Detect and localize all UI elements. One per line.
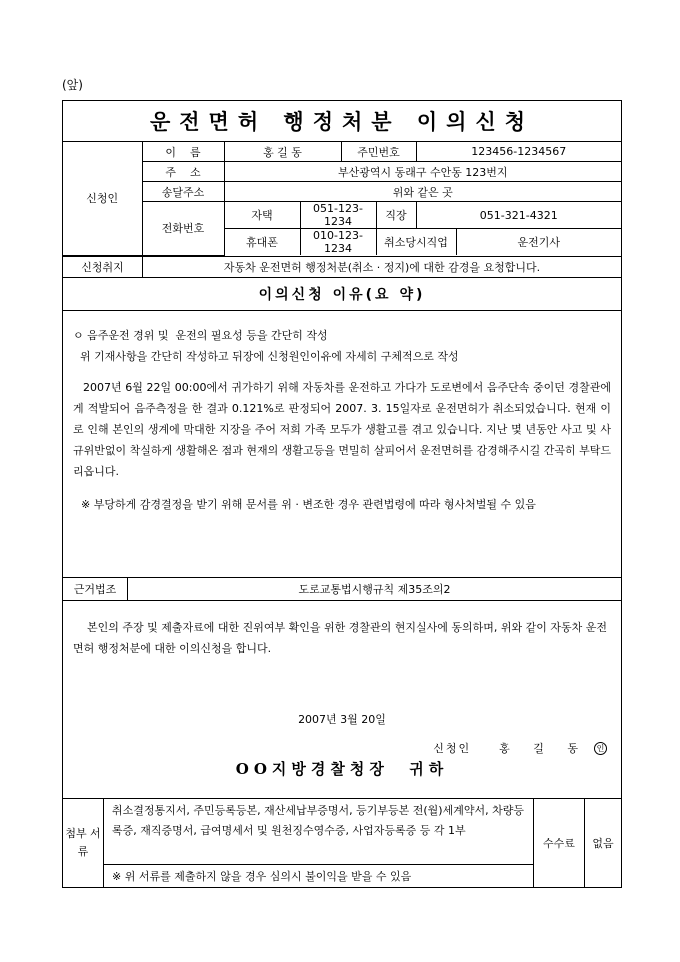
applicant-label: 신청인 xyxy=(63,142,142,255)
consent-statement: 본인의 주장 및 제출자료에 대한 진위여부 확인을 위한 경찰관의 현지실사에 동의하며, 위와 같이 자동차 운전면허 행정처분에 대한 이의신청을 합니다. xyxy=(73,620,607,655)
application-date[interactable]: 2007년 3월 20일 xyxy=(298,712,386,726)
fee-label: 수수료 xyxy=(534,799,585,887)
form-title: 운전면허 행정처분 이의신청 xyxy=(63,101,621,142)
legal-basis-text: 도로교통법시행규칙 제35조의2 xyxy=(298,582,451,596)
reason-body[interactable] xyxy=(63,311,621,578)
name-label: 이 름 xyxy=(142,142,224,162)
reason-title: 이의신청 이유(요 약) xyxy=(63,278,621,311)
attachments-docs: 취소결정통지서, 주민등록등본, 재산세납부증명서, 등기부등본 전(월)세계약서, 차량등록증, 재직증명서, 급여명세서 및 원천징수영수증, 사업자등록증 등 각 1부 xyxy=(104,799,533,865)
rrn-label: 주민번호 xyxy=(341,142,416,162)
fee-value: 없음 xyxy=(592,836,614,850)
attachments-label: 첨부 서류 xyxy=(63,799,104,887)
attachments-note: ※ 위 서류를 제출하지 않을 경우 심의시 불이익을 받을 수 있음 xyxy=(112,869,412,883)
purpose-text[interactable]: 자동차 운전면허 행정처분(취소 · 정지)에 대한 감경을 요청합니다. xyxy=(223,260,541,274)
job-label: 취소당시직업 xyxy=(376,229,456,256)
work-phone-value[interactable]: 051-321-4321 xyxy=(416,202,621,229)
objection-form xyxy=(62,100,622,888)
seal-mark: 인 xyxy=(594,742,607,755)
signature-name[interactable]: 홍 길 동 xyxy=(499,741,588,755)
purpose-row xyxy=(63,257,621,278)
reason-guide-line-1: ㅇ 음주운전 경위 및 운전의 필요성 등을 간단히 작성 xyxy=(73,328,328,342)
signature-line[interactable] xyxy=(433,740,607,756)
mobile-value[interactable]: 010-123-1234 xyxy=(300,229,376,256)
mailing-label: 송달주소 xyxy=(142,182,224,202)
name-value[interactable]: 홍 길 동 xyxy=(224,142,341,162)
signature-label: 신청인 xyxy=(433,741,472,755)
forgery-warning: ※ 부당하게 감경결정을 받기 위해 문서를 위 · 변조한 경우 관련법령에 따라 형사처벌될 수 있음 xyxy=(81,497,536,511)
work-phone-label: 직장 xyxy=(376,202,416,229)
home-phone-value[interactable]: 051-123-1234 xyxy=(300,202,376,229)
legal-basis-label: 근거법조 xyxy=(63,578,128,600)
addressee: OO지방경찰청장 귀하 xyxy=(235,759,449,778)
purpose-label: 신청취지 xyxy=(63,257,143,277)
applicant-section xyxy=(63,142,621,257)
address-label: 주 소 xyxy=(142,162,224,182)
mobile-label: 휴대폰 xyxy=(224,229,300,256)
page-side-label: (앞) xyxy=(62,78,83,92)
mailing-value[interactable]: 위와 같은 곳 xyxy=(224,182,621,202)
phone-label: 전화번호 xyxy=(142,202,224,256)
attachments-section xyxy=(63,799,621,887)
consent-section xyxy=(63,601,621,799)
legal-basis-row xyxy=(63,578,621,601)
attachments-content xyxy=(104,799,534,887)
home-phone-label: 자택 xyxy=(224,202,300,229)
address-value[interactable]: 부산광역시 동래구 수안동 123번지 xyxy=(224,162,621,182)
reason-story[interactable]: 2007년 6월 22일 00:00에서 귀가하기 위해 자동차를 운전하고 가다가 도로변에서 음주단속 중이던 경찰관에게 적발되어 음주측정을 한 결과 0.121%로 판정되어 2007. 3. 15일자로 운전면허가 취소되었습니다. 현재 이로 인해 본인의 생계에 막대한 지장을 주어 저희 가족 모두가 생활고를 겪고 있습니다. 지난 몇 년동안 사고 및 사규위반없이 착실하게 생활해온 점과 현재의 생활고등을 면밀히 살피어서 운전면허를 감경해주시길 간곡히 부탁드리옵니다. xyxy=(73,380,611,478)
reason-guide-line-2: 위 기재사항을 간단히 작성하고 뒤장에 신청원인이유에 자세히 구체적으로 작성 xyxy=(73,349,459,363)
job-value[interactable]: 운전기사 xyxy=(456,229,621,256)
rrn-value[interactable]: 123456-1234567 xyxy=(416,142,621,162)
